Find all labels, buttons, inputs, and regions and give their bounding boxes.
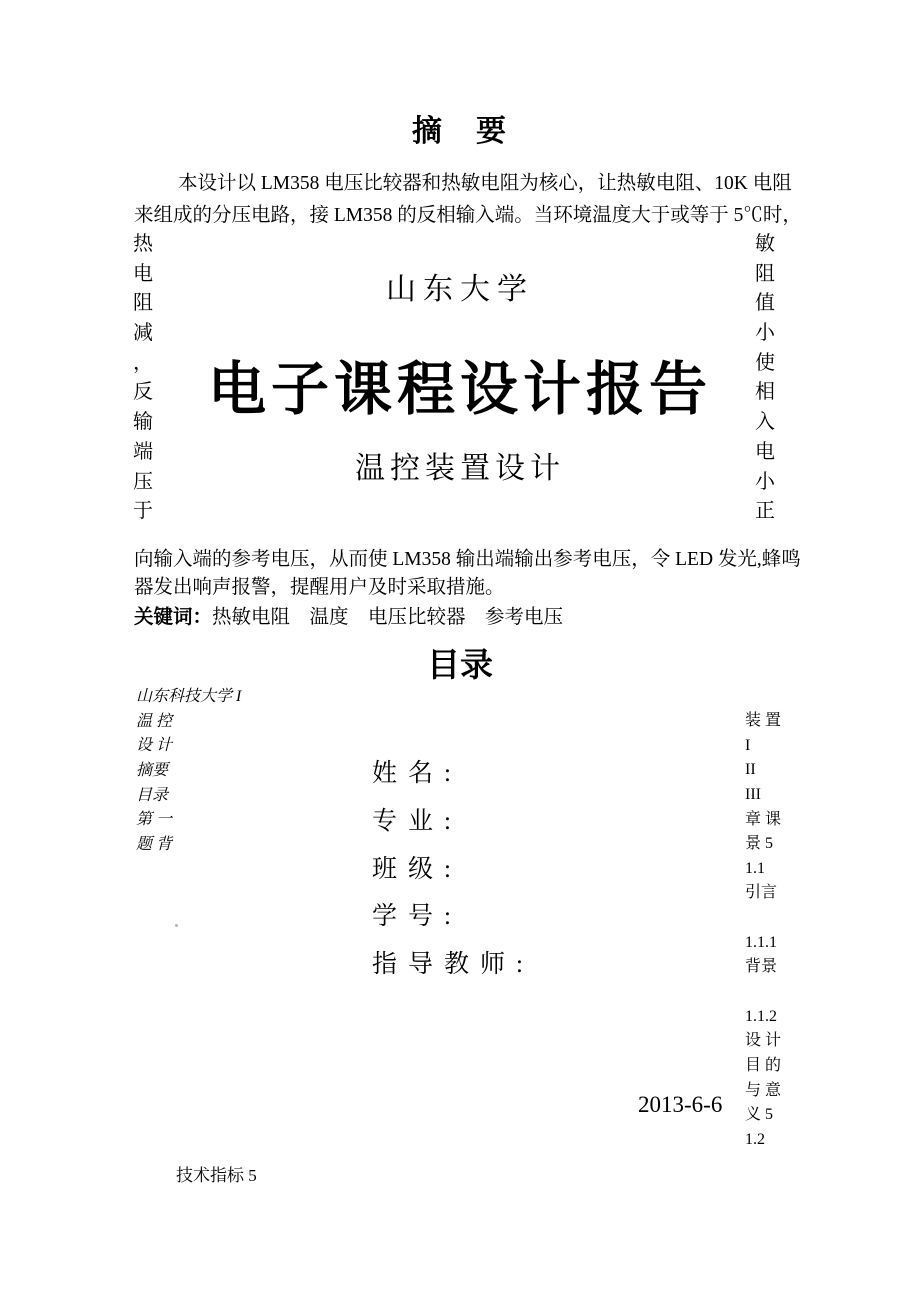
form-label-name: 姓名: xyxy=(372,760,462,787)
toc-fragment: 第 一 xyxy=(136,811,173,829)
form-label-student-id: 学号: xyxy=(372,903,462,931)
toc-fragment: 1.1.1 xyxy=(745,933,777,951)
keywords-text: 热敏电阻 温度 电压比较器 参考电压 xyxy=(212,607,564,628)
toc-left-column xyxy=(136,685,241,857)
toc-fragment: 设 计 xyxy=(136,737,173,755)
toc-fragment: 景 5 xyxy=(745,835,774,853)
toc-fragment xyxy=(745,980,781,1005)
abstract-line-1: 本设计以 LM358 电压比较器和热敏电阻为核心，让热敏电阻、10K 电阻 xyxy=(178,173,792,194)
toc-fragment: 1.1.2 xyxy=(745,1007,777,1025)
wrap-char: 使 xyxy=(755,351,775,374)
student-info-form xyxy=(372,760,534,999)
toc-fragment: 山东科技大学 I xyxy=(136,688,242,705)
toc-fragment: 目 的 xyxy=(745,1056,782,1074)
wrap-char: ， xyxy=(133,351,153,374)
abstract-line-2: 来组成的分压电路，接 LM358 的反相输入端。当环境温度大于或等于 5℃时， xyxy=(134,205,802,226)
wrap-char: 减 xyxy=(133,322,153,345)
toc-fragment: 摘要 xyxy=(136,761,169,779)
toc-right-column xyxy=(745,709,781,1153)
wrap-char: 值 xyxy=(755,292,775,315)
toc-fragment: II xyxy=(745,761,756,779)
toc-fragment: 1.2 xyxy=(745,1130,765,1148)
wrap-char: 电 xyxy=(133,262,153,285)
toc-fragment: 目录 xyxy=(136,786,169,804)
wrap-char: 阻 xyxy=(133,292,153,315)
form-label-class: 班级: xyxy=(372,855,462,883)
wrap-char: 敏 xyxy=(755,233,775,255)
toc-fragment: 与 意 xyxy=(745,1081,782,1099)
footer-toc-fragment: 技术指标 5 xyxy=(176,1166,257,1185)
wrap-char: 反 xyxy=(133,381,153,404)
toc-fragment: 温 控 xyxy=(136,712,173,730)
wrap-char: 阻 xyxy=(755,262,775,285)
toc-fragment: 1.1 xyxy=(745,859,765,877)
toc-fragment: I xyxy=(745,736,751,754)
toc-fragment: 题 背 xyxy=(136,835,173,853)
wrap-char: 热 xyxy=(133,233,153,255)
toc-fragment: 背景 xyxy=(745,958,778,976)
wrap-char: 电 xyxy=(755,440,775,463)
closing-line-1: 向输入端的参考电压，从而使 LM358 输出端输出参考电压，令 LED 发光,蜂鸣 xyxy=(134,549,801,570)
wrap-char: 入 xyxy=(755,411,775,434)
wrap-char: 小 xyxy=(755,470,775,493)
toc-fragment: 章 课 xyxy=(745,810,782,828)
closing-line-2: 器发出响声报警，提醒用户及时采取措施。 xyxy=(134,577,505,598)
scan-artifact-dot xyxy=(175,924,178,927)
university-name: 山东大学 xyxy=(386,273,534,306)
abstract-heading: 摘 要 xyxy=(412,114,508,149)
keywords-line xyxy=(134,601,563,629)
keywords-label: 关键词： xyxy=(134,605,213,628)
wrap-char: 端 xyxy=(133,440,153,463)
wrap-char: 相 xyxy=(755,381,775,404)
toc-fragment xyxy=(745,906,781,931)
toc-fragment: 设 计 xyxy=(745,1032,782,1050)
wrap-char: 压 xyxy=(133,470,153,493)
report-subtitle: 温控装置设计 xyxy=(355,452,565,485)
wrap-char: 正 xyxy=(755,500,775,523)
toc-fragment: 引言 xyxy=(745,884,778,902)
form-label-major: 专业: xyxy=(372,807,462,835)
form-label-advisor: 指导教师: xyxy=(372,951,534,979)
wrap-char: 输 xyxy=(133,411,153,434)
toc-fragment: III xyxy=(745,785,761,803)
report-date: 2013-6-6 xyxy=(638,1092,723,1117)
toc-fragment: 装 置 xyxy=(745,712,782,729)
wrap-char: 小 xyxy=(755,322,775,345)
toc-fragment: 义 5 xyxy=(745,1106,774,1124)
toc-heading: 目录 xyxy=(427,645,493,684)
wrap-char: 于 xyxy=(133,500,153,523)
report-title: 电子课程设计报告 xyxy=(207,357,712,422)
